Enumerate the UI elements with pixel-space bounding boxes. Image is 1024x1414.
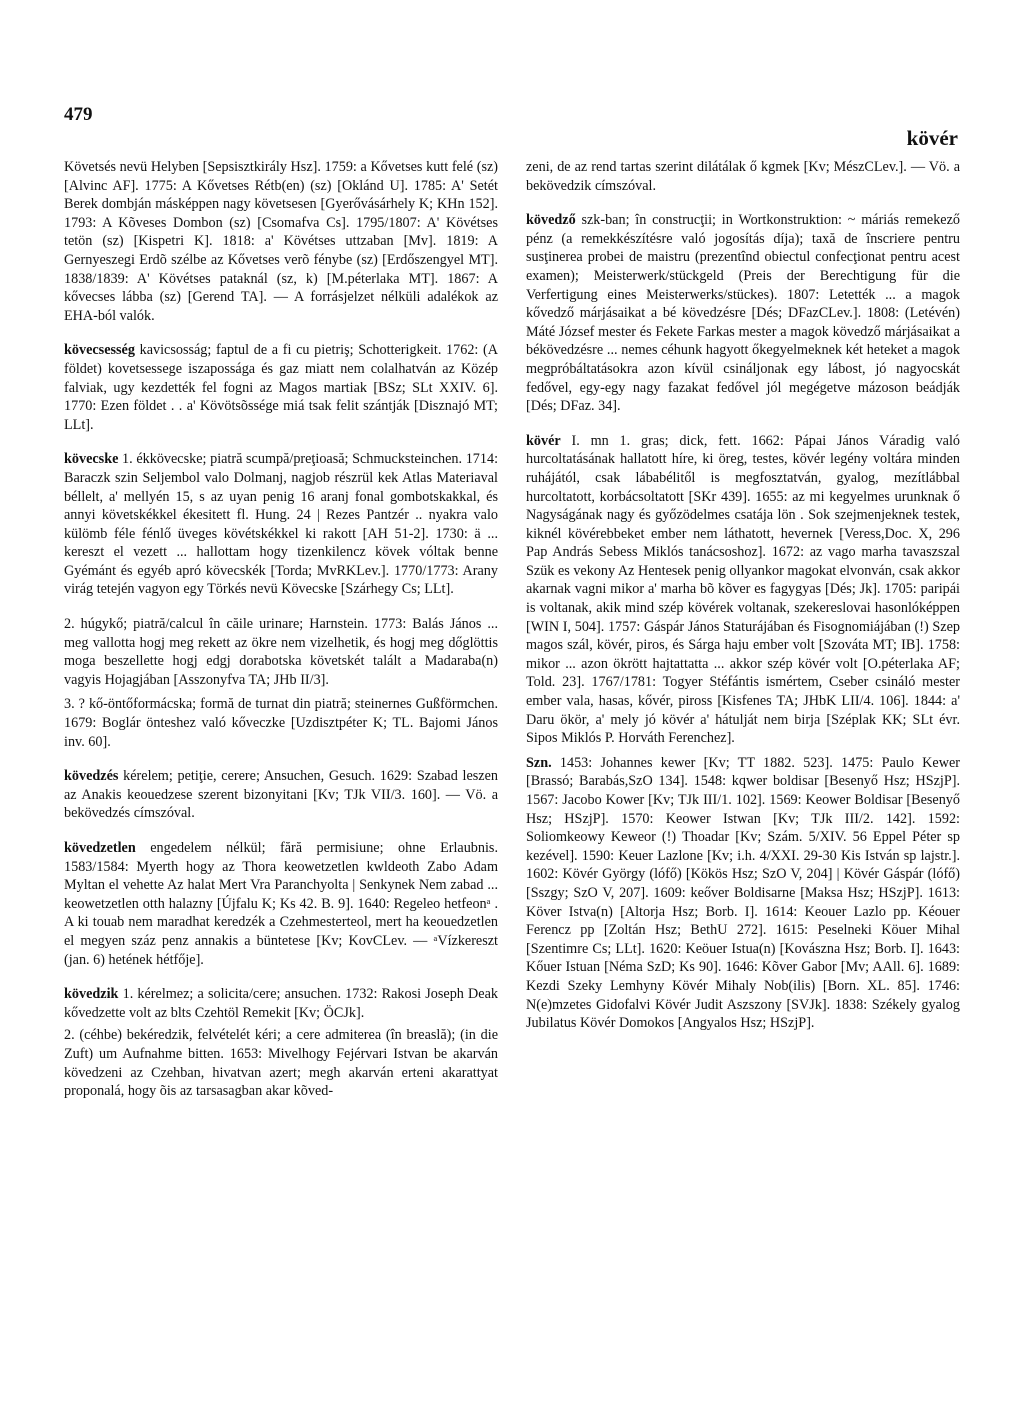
dictionary-entry <box>526 432 960 748</box>
entry-text: 1453: Johannes kewer [Kv; TT 1882. 523]. 1475: Paulo Kewer [Brassó; Barabás,SzO 134]. 1548: kqwer boldisar [Besenyő Hsz; HSzjP]. 1567: Jacobo Kower [Kv; TJk III/1. 102]. 1569: Keower Boldisar [Besenyő Hsz; HSzjP]. 1570: Keower Istwan [Kv; TJk III/2. 142]. 1592: Soliomkeowy Keweor (!) Thoadar [Kv; Szám. 5/XIV. 56 Eppel Péter sp kezével]. 1590: Keuer Lazlone [Kv; i.h. 4/XXI. 29-30 Kis István sp lajstr.]. 1602: Kövér György (lófő) [Kökös Hsz; SzO V, 204] | Kövér Gáspár (lófő) [Sszgy; SzO V, 207]. 1609: keőver Boldisarne [Maksa Hsz; HSzjP]. 1613: Köver Istva(n) [Altorja Hsz; Borb. I]. 1614: Keouer Lazlo pp. Kéouer Ferencz pp [Zoltán Hsz; BethU 272]. 1615: Peselneki Köuer Mihal [Szentimre Cs; LLt]. 1620: Keöuer Istua(n) [Kovászna Hsz; Borb. I]. 1643: Kőuer Istuan [Néma SzD; Ks 90]. 1646: Kõver Gabor [Mv; AAll. 6]. 1689: Kezdi Szeky Lemhyny Kövér Mihaly Nob(ilis) [Born. XL. 85]. 1746: N(e)mzetes Gidofalvi Kövér Judit Aszszony [SVJk]. 1838: Székely gyalog Jubilatus Kövér Domokos [Angyalos Hsz; HSzjP]. <box>526 754 960 1032</box>
entry-headword: Szn. <box>526 754 552 771</box>
running-headword: kövér <box>906 126 958 150</box>
entry-text: kérelem; petiţie, cerere; Ansuchen, Gesuch. 1629: Szabad leszen az Anakis keouedzese szerent bizonyitani [Kv; TJk VII/3. 160]. — Vö. a bekövedzés címszóval. <box>64 768 498 822</box>
dictionary-entry <box>64 615 498 689</box>
entry-text: 3. ? kő-öntőformácska; formă de turnat din piatră; steinernes Gußförmchen. 1679: Boglár önteshez való kőveczke [Uzdisztpéter K; TL. Bajomi János inv. 60]. <box>64 696 498 750</box>
dictionary-entry <box>526 754 960 1033</box>
dictionary-entry <box>64 695 498 751</box>
entry-text: Követsés nevü Helyben [Sepsisztkirály Hsz]. 1759: a Kővetses kutt felé (sz) [Alvinc AF]. 1775: A Kővetses Rétb(en) (sz) [Oklánd U]. 1785: A' Setét Berek dombján másképpen nagy követsesen [Gyerővásárhely K; KHn 152]. 1793: A Kõveses Dombon (sz) [Csomafva Cs]. 1795/1807: A' Kövétses tetön (sz) [Kispetri K]. 1818: a' Kövétses uttzaban [Mv]. 1819: A Gernyeszegi Erdõ szélbe az Kővetses verõ fénybe (sz) [Erdőszengyel MT]. 1838/1839: A' Kövétses pataknál (sz, k) [M.péterlaka MT]. 1867: A kővecses lábba (sz) [Gerend TA]. — A forrásjelzet nélküli adalékok az EHA-ból valók. <box>64 159 498 324</box>
entry-headword: kövecsesség <box>64 342 135 359</box>
entry-headword: kövecske <box>64 451 119 468</box>
entry-text: 1. kérelmez; a solicita/cere; ansuchen. 1732: Rakosi Joseph Deak kővedzette volt az blts Czehtöl Remekit [Kv; ÖCJk]. <box>64 986 498 1021</box>
dictionary-entry <box>526 211 960 416</box>
entry-text: zeni, de az rend tartas szerint dilátálak ő kgmek [Kv; MészCLev.]. — Vö. a bekövedzik címszóval. <box>526 159 960 194</box>
page-number: 479 <box>64 104 93 125</box>
entry-text: 2. húgykő; piatră/calcul în căile urinare; Harnstein. 1773: Balás János ... meg vallotta hogj meg rekett az ökre nem vizelhetik, és hogj meg dőglöttis moga beszellette hogj edgj dorabotska követskét talált a Madaraba(n) vagyis Hojagjában [Asszonyfva TA; JHb II/3]. <box>64 616 498 688</box>
entry-text: kavicsosság; faptul de a fi cu pietriş; Schotterigkeit. 1762: (A földet) kovetsessege iszapossága és gaz miatt nem colalhatván az Közép falviak, ugy kezdették fel fogni az Magos martiak [BSz; SLt XXIV. 6]. 1770: Ezen földet . . a' Kövötsõssége miá tsak felit szántják [Disznajó MT; LLt]. <box>64 342 498 433</box>
entry-text: engedelem nélkül; fără permisiune; ohne Erlaubnis. 1583/1584: Myerth hogy az Thora keowetzetlen kwldeoth Zabo Adam Myltan el vehette Az halat Mert Vra Paranchyolta | Senkynek Nem zabad ... keowetzetlen otth halazny [Újfalu K; Ks 42. B. 9]. 1640: Regeleo hetfeonᵃ . A ki touab nem maradhat keredzék a Czehmesterteol, mert ha keouedzetlen el megyen száz penz annakis a büntetese [Kv; KovCLev. — ᵃVízkereszt (jan. 6) hetének hétfője]. <box>64 840 498 968</box>
dictionary-entry <box>64 450 498 599</box>
entry-text: szk-ban; în construcţii; in Wortkonstruktion: ~ máriás remekező pénz (a remekkészítésre való jogosítás díja); taxă de înscriere pentru susţinerea probei de maistru (prezentînd obiectul confecţionat pentru acest examen); Meisterwerk/stückgeld (Preis der Berechtigung für die Verfertigung eines Meisterwerks/stückes). 1807: Letették ... a magok kővedző márjásaikat a bé kövedzésre [Dés; DFazCLev.]. 1808: (Letévén) Máté József mester és Fekete Farkas mester a magok kövedző márjásaikat a békövedzésre ... nemes céhunk hagyott őkegyelmeknek két heteket a magok megpróbáltatásokra azon kívül csináljonak egy lábost, jó nagyocskát fedővel, egy-egy nagy fazakat fedővel jól megégetve mázoson beádják [Dés; DFaz. 34]. <box>526 212 960 415</box>
right-column <box>526 158 960 1049</box>
entry-text: I. mn 1. gras; dick, fett. 1662: Pápai János Váradig való hurcoltatásának hallatott híre, ki öreg, testes, kövér legény voltára minden ruhájától, csak lábabélitől is megfosztatván, gyalog, mezítlábbal hurcoltatott, korbácsoltatott [SKr 439]. 1655: az mi kegyelmes urunknak ő Nagyságának nagy és győzödelmes csatája lön . Sok szejmenjeknek testek, kiknél kövérebbeket ember nem láthatott, hevernek [Veress,Doc. X, 296 Pap András Sebess Miklós tanácsoshoz]. 1672: az vago marha tavaszszal Szük es vekony Az Hentesek penig ollyankor magokat elvonván, csak akkor akarnak vagni mikor a' marha bõ kõver es fagygyas [Dés; Jk]. 1705: paripái is voltanak, akik mind szép kövérek voltanak, szekereslovai hasonlóképpen [WIN I, 504]. 1757: Gáspár János Staturájában és Fisognomiájában (!) Szep magos szál, kövér, piros, és Sárga haju ember volt [Szováta MT; IB]. 1758: mikor ... azon ökrött hajtattatta ... akkor szép kövér volt [O.péterlaka AF; Told. 23]. 1767/1781: Togyer Stéfántis ismértem, Cseber csináló mester ember vala, hasas, kővér, piross [Kisfenes TA; JHbK LII/4. 106]. 1844: a' Daru ökör, a' mely jó kövér a' hátulját nem birja [Széplak KK; SLt évr. Sipos Miklós P. Horváth Ferenchez]. <box>526 432 960 747</box>
entry-headword: kövedzetlen <box>64 840 136 856</box>
entry-headword: kövedző <box>526 212 576 229</box>
dictionary-entry <box>64 985 498 1022</box>
entry-text: 2. (céhbe) bekéredzik, felvételét kéri; a cere admiterea (în breaslă); (in die Zuft) um Aufnahme bitten. 1653: Mivelhogy Fejérvari Istvan be akarván kövedzeni az Czehban, hivatvan azert; megh akarván erteni akarattyat proponalá, hogy õis az tarsasagban akar kõved- <box>64 1027 498 1100</box>
left-column <box>64 158 498 1117</box>
entry-headword: kövér <box>526 432 561 449</box>
entry-headword: kövedzés <box>64 768 119 785</box>
dictionary-entry <box>64 767 498 823</box>
entry-text: 1. ékkövecske; piatră scumpă/preţioasă; Schmucksteinchen. 1714: Baraczk szin Seljembol valo Dolmanj, nagjob részrül kek Atlas Materiaval béllelt, a' mellyén 15, s az uyan penig 16 aranj fonal gombotskakkal, és annyi követskékkel ékesitett fl. Hung. 24 | Rezes Pantzér .. nyakra valo külömb féle fénlő üveges kövétskékkel ki rakott [AH 51-2]. 1730: ä ... kereszt el vezett ... hallottam hogy tizenkilencz kövek vóltak benne Gyémánt és egyéb apró kövecskék [Torda; MvRKLev.]. 1770/1773: Arany virág tetején vagyon egy Törkés nevü Kövecske [Szárhegy Cs; LLt]. <box>64 451 499 598</box>
dictionary-entry <box>64 1026 498 1100</box>
dictionary-entry <box>64 341 498 434</box>
dictionary-entry <box>64 839 498 969</box>
entry-headword: kövedzik <box>64 986 119 1003</box>
dictionary-entry <box>64 158 498 325</box>
dictionary-entry <box>526 158 960 195</box>
